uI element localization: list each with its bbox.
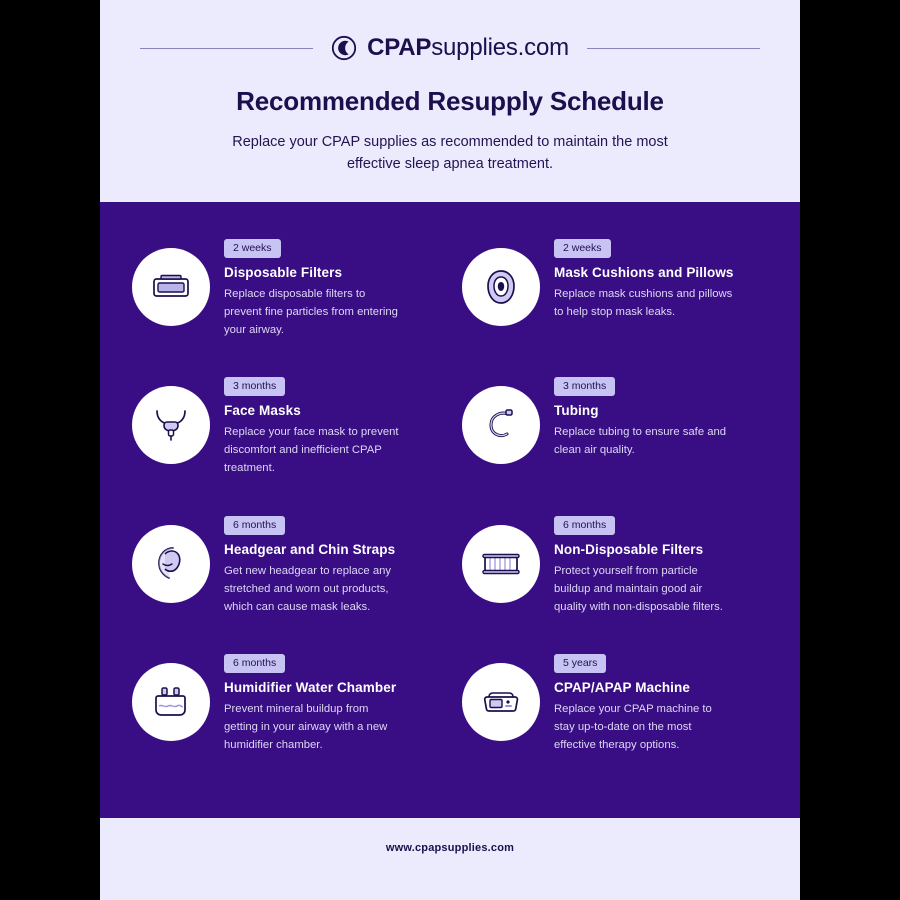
headgear-icon: [149, 542, 193, 586]
item-text: [554, 653, 734, 755]
item-title: Headgear and Chin Straps: [224, 541, 396, 557]
status-badge: 6 months: [554, 516, 615, 535]
brand-name: [367, 34, 569, 62]
infographic-page: [100, 0, 800, 900]
status-badge: 2 weeks: [554, 239, 611, 258]
icon-circle: [462, 663, 540, 741]
brand-name-light: supplies.com: [431, 34, 569, 61]
item-title: Disposable Filters: [224, 264, 343, 280]
page-subtitle: Replace your CPAP supplies as recommended to maintain the most effective sleep apnea treatment.: [232, 134, 668, 173]
item-title: Non-Disposable Filters: [554, 541, 704, 557]
item-description: Replace mask cushions and pillows to help stop mask leaks.: [554, 287, 733, 318]
item-text: [224, 376, 404, 478]
item-title: Tubing: [554, 403, 599, 419]
icon-circle: [462, 386, 540, 464]
schedule-section: [100, 202, 800, 818]
humidifier-chamber-icon: [149, 680, 193, 724]
status-badge: 3 months: [554, 377, 615, 396]
item-title: CPAP/APAP Machine: [554, 680, 690, 696]
disposable-filter-icon: [149, 265, 193, 309]
status-badge: 6 months: [224, 654, 285, 673]
face-mask-icon: [149, 403, 193, 447]
icon-circle: [132, 525, 210, 603]
icon-circle: [132, 386, 210, 464]
item-description: Replace tubing to ensure safe and clean air quality.: [554, 426, 727, 457]
schedule-grid: [132, 238, 768, 792]
schedule-item: [462, 238, 768, 377]
footer: [100, 818, 800, 878]
status-badge: 2 weeks: [224, 239, 281, 258]
icon-circle: [462, 525, 540, 603]
item-description: Prevent mineral buildup from getting in your airway with a new humidifier chamber.: [224, 703, 388, 752]
header: [100, 0, 800, 202]
item-description: Protect yourself from particle buildup and maintain good air quality with non-disposable filters.: [554, 564, 723, 613]
item-text: [554, 376, 734, 460]
item-description: Replace disposable filters to prevent fine particles from entering your airway.: [224, 287, 398, 336]
item-title: Humidifier Water Chamber: [224, 680, 397, 696]
divider-left: [140, 48, 313, 49]
item-text: [224, 238, 404, 340]
item-text: [224, 515, 404, 617]
status-badge: 5 years: [554, 654, 606, 673]
item-title: Mask Cushions and Pillows: [554, 264, 734, 280]
icon-circle: [132, 663, 210, 741]
brand-name-bold: CPAP: [367, 34, 432, 61]
divider-right: [587, 48, 760, 49]
item-description: Replace your face mask to prevent discomfort and inefficient CPAP treatment.: [224, 426, 399, 475]
item-title: Face Masks: [224, 403, 301, 419]
status-badge: 3 months: [224, 377, 285, 396]
cpap-machine-icon: [479, 680, 523, 724]
brand-row: [140, 34, 760, 62]
brand-logo: [313, 34, 587, 62]
item-description: Get new headgear to replace any stretched and worn out products, which can cause mask leaks.: [224, 564, 392, 613]
schedule-item: [132, 653, 438, 792]
schedule-item: [462, 376, 768, 515]
icon-circle: [132, 248, 210, 326]
non-disposable-filter-icon: [479, 542, 523, 586]
item-text: [554, 238, 734, 322]
item-description: Replace your CPAP machine to stay up-to-date on the most effective therapy options.: [554, 703, 712, 752]
icon-circle: [462, 248, 540, 326]
schedule-item: [462, 653, 768, 792]
moon-icon: [331, 35, 357, 61]
page-title: Recommended Resupply Schedule: [236, 86, 664, 116]
footer-url[interactable]: www.cpapsupplies.com: [385, 841, 515, 854]
mask-cushion-icon: [479, 265, 523, 309]
tubing-icon: [479, 403, 523, 447]
item-text: [554, 515, 734, 617]
schedule-item: [132, 376, 438, 515]
status-badge: 6 months: [224, 516, 285, 535]
schedule-item: [462, 515, 768, 654]
item-text: [224, 653, 404, 755]
schedule-item: [132, 238, 438, 377]
schedule-item: [132, 515, 438, 654]
